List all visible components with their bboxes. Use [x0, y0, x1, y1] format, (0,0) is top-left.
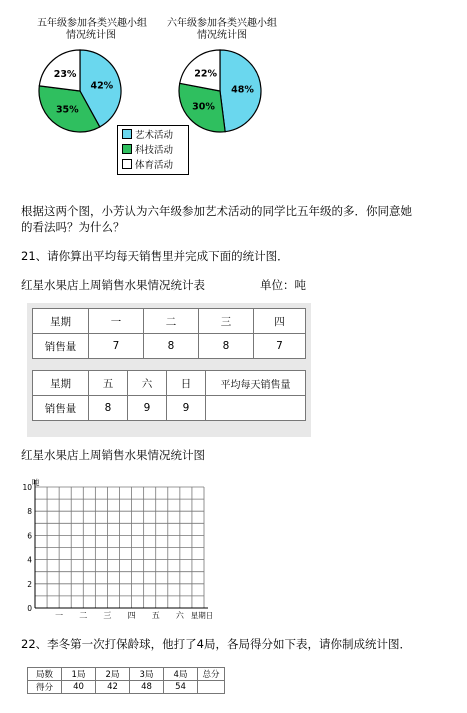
table-row [28, 681, 225, 694]
pie-legend [117, 125, 189, 175]
table-cell: 得分 [28, 681, 62, 694]
table-cell: 3局 [130, 668, 164, 681]
table-cell: 42 [96, 681, 130, 694]
table-cell: 9 [167, 396, 206, 421]
x-tick-label: 一 [55, 611, 64, 620]
x-tick-label: 三 [103, 611, 112, 620]
pie-chart-grade6 [170, 45, 270, 137]
question21-prompt: 21、请你算出平均每天销售里并完成下面的统计图． [21, 249, 289, 263]
table-cell: 三 [199, 309, 254, 334]
table-cell: 7 [89, 334, 144, 359]
table-cell: 54 [164, 681, 198, 694]
sales-table-title: 红星水果店上周销售水果情况统计表 [21, 278, 205, 292]
table-cell: 五 [89, 371, 128, 396]
bowling-score-table [27, 667, 225, 694]
table-cell: 一 [89, 309, 144, 334]
table-cell: 48 [130, 681, 164, 694]
y-tick-label: 4 [27, 555, 32, 565]
pie-slice-label: 42% [90, 80, 114, 92]
table-cell: 局数 [28, 668, 62, 681]
pie2-title-line1: 六年级参加各类兴趣小组 [167, 18, 277, 29]
pie-slice-label: 23% [53, 69, 77, 81]
legend-swatch [122, 129, 132, 139]
legend-item [122, 159, 173, 171]
sales-table-unit: 单位：吨 [260, 278, 306, 292]
table-row [33, 396, 306, 421]
table-cell: 8 [144, 334, 199, 359]
sales-table-weekend [32, 370, 306, 421]
pie-slice-label: 30% [192, 101, 215, 113]
pie-slice-label: 48% [231, 84, 254, 96]
total-answer-cell[interactable] [198, 681, 225, 694]
table-cell: 销售量 [33, 334, 89, 359]
x-tick-label: 二 [79, 611, 88, 620]
table-cell: 总分 [198, 668, 225, 681]
legend-swatch [122, 144, 132, 154]
pie-chart-grade5 [30, 45, 130, 137]
table-cell: 40 [62, 681, 96, 694]
x-axis-label: 星期日 [190, 611, 214, 620]
pie2-title-line2: 情况统计图 [197, 30, 247, 41]
pie1-title-line1: 五年级参加各类兴趣小组 [37, 18, 147, 29]
x-tick-label: 五 [151, 611, 160, 620]
question20-line2: 的看法吗？为什么？ [21, 220, 125, 234]
y-tick-label: 6 [27, 531, 32, 541]
pie-slice-label: 35% [55, 104, 79, 116]
sales-chart-title: 红星水果店上周销售水果情况统计图 [21, 448, 205, 462]
table-row [28, 668, 225, 681]
legend-item [122, 129, 173, 141]
table-row [33, 371, 306, 396]
table-cell: 平均每天销售量 [206, 371, 306, 396]
table-cell: 8 [89, 396, 128, 421]
table-cell: 日 [167, 371, 206, 396]
y-axis-label: 吨 [32, 478, 40, 487]
pie2-title [156, 18, 288, 42]
average-answer-cell[interactable] [206, 396, 306, 421]
y-tick-label: 2 [27, 579, 32, 589]
table-cell: 1局 [62, 668, 96, 681]
y-tick-label: 8 [27, 507, 32, 517]
table-cell: 销售量 [33, 396, 89, 421]
pie-slice-label: 22% [194, 68, 218, 80]
legend-swatch [122, 159, 132, 169]
table-row [33, 334, 306, 359]
pie1-title [27, 18, 157, 42]
table-cell: 7 [254, 334, 306, 359]
legend-label: 体育活动 [135, 160, 174, 171]
table-cell: 9 [128, 396, 167, 421]
table-cell: 2局 [96, 668, 130, 681]
x-tick-label: 四 [127, 611, 136, 620]
table-cell: 星期 [33, 309, 89, 334]
sales-table-weekdays [32, 308, 306, 359]
legend-label: 科技活动 [135, 145, 174, 156]
table-cell: 六 [128, 371, 167, 396]
question20-line1: 根据这两个图，小芳认为六年级参加艺术活动的同学比五年级的多．你同意她 [21, 204, 412, 218]
table-cell: 四 [254, 309, 306, 334]
sales-grid-chart [15, 476, 225, 624]
x-tick-label: 六 [175, 611, 184, 620]
table-cell: 8 [199, 334, 254, 359]
table-row [33, 309, 306, 334]
table-cell: 4局 [164, 668, 198, 681]
question22-prompt: 22、李冬第一次打保龄球，他打了4局，各局得分如下表，请你制成统计图． [21, 637, 411, 651]
table-cell: 二 [144, 309, 199, 334]
legend-item [122, 144, 173, 156]
legend-label: 艺术活动 [135, 130, 174, 141]
y-tick-label: 10 [22, 483, 32, 492]
y-tick-label: 0 [27, 604, 32, 613]
pie1-title-line2: 情况统计图 [66, 30, 116, 41]
table-cell: 星期 [33, 371, 89, 396]
